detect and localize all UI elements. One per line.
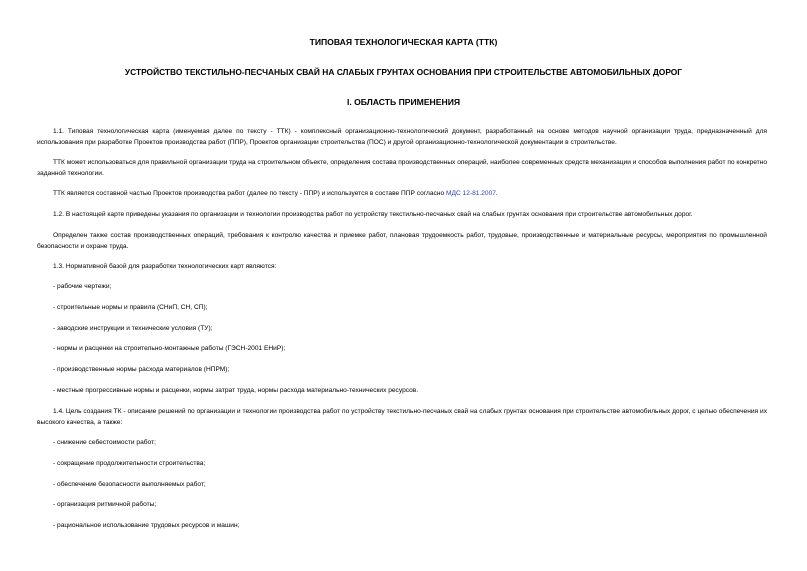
list-item: - заводские инструкции и технические условия (ТУ); (53, 325, 213, 332)
paragraph-ttk-part (37, 188, 767, 199)
paragraph-1-1: 1.1. Типовая технологическая карта (именуемая далее по тексту - ТТК) - комплексный организационно-технологический документ, разработанный на основе методов научной организации труда, предназначенный для использования при разработке Проектов производства работ (ППР), Проектов организации строительства (ПОС) и другой организационно-технологической документации в строительстве. (37, 128, 767, 146)
paragraph-composition: Определен также состав производственных операций, требования к контролю качества и приемке работ, плановая трудоемкость работ, трудовые, производственные и материальные ресурсы, мероприятия по промышленной безопасности и охране труда. (37, 232, 767, 250)
list-item: - производственные нормы расхода материалов (НПРМ); (53, 366, 230, 373)
paragraph-ttk-part-end: . (495, 190, 498, 197)
list-item: - обеспечение безопасности выполняемых работ; (53, 481, 206, 488)
paragraph-1-3: 1.3. Нормативной базой для разработки технологических карт являются: (53, 263, 277, 270)
list-item: - организация ритмичной работы; (53, 501, 157, 508)
document-subtitle: УСТРОЙСТВО ТЕКСТИЛЬНО-ПЕСЧАНЫХ СВАЙ НА СЛАБЫХ ГРУНТАХ ОСНОВАНИЯ ПРИ СТРОИТЕЛЬСТВЕ АВТОМОБИЛЬНЫХ ДОРОГ (124, 67, 683, 77)
list-item: - рабочие чертежи; (53, 283, 112, 290)
section-heading: I. ОБЛАСТЬ ПРИМЕНЕНИЯ (346, 97, 461, 107)
list-item: - сокращение продолжительности строительства; (53, 460, 206, 467)
document-title: ТИПОВАЯ ТЕХНОЛОГИЧЕСКАЯ КАРТА (ТТК) (309, 37, 498, 47)
list-item: - строительные нормы и правила (СНиП, СН, СП); (53, 304, 208, 311)
list-item: - нормы и расценки на строительно-монтажные работы (ГЭСН-2001 ЕНиР); (53, 345, 286, 352)
paragraph-1-2: 1.2. В настоящей карте приведены указания по организации и технологии производства работ по устройству текстильно-песчаных свай на слабых грунтах основания при строительстве автомобильных дорог. (53, 211, 693, 218)
paragraph-1-4: 1.4. Цель создания ТК - описание решений по организации и технологии производства работ по устройству текстильно-песчаных свай на слабых грунтах основания при строительстве автомобильных дорог, с целью обеспечения их высокого качества, а также: (37, 408, 767, 426)
list-item: - рациональное использование трудовых ресурсов и машин; (53, 522, 240, 529)
paragraph-ttk-usage: ТТК может использоваться для правильной организации труда на строительном объекте, определения состава производственных операций, наиболее современных средств механизации и способов выполнения работ по конкретно заданной технологии. (37, 159, 767, 177)
paragraph-ttk-part-text: ТТК является составной частью Проектов производства работ (далее по тексту - ППР) и используется в составе ППР согласно (53, 190, 446, 197)
mds-link[interactable]: МДС 12-81.2007 (445, 190, 496, 197)
list-item: - местные прогрессивные нормы и расценки, нормы затрат труда, нормы расхода материально-технических ресурсов. (53, 387, 419, 394)
list-item: - снижение себестоимости работ; (53, 439, 156, 446)
